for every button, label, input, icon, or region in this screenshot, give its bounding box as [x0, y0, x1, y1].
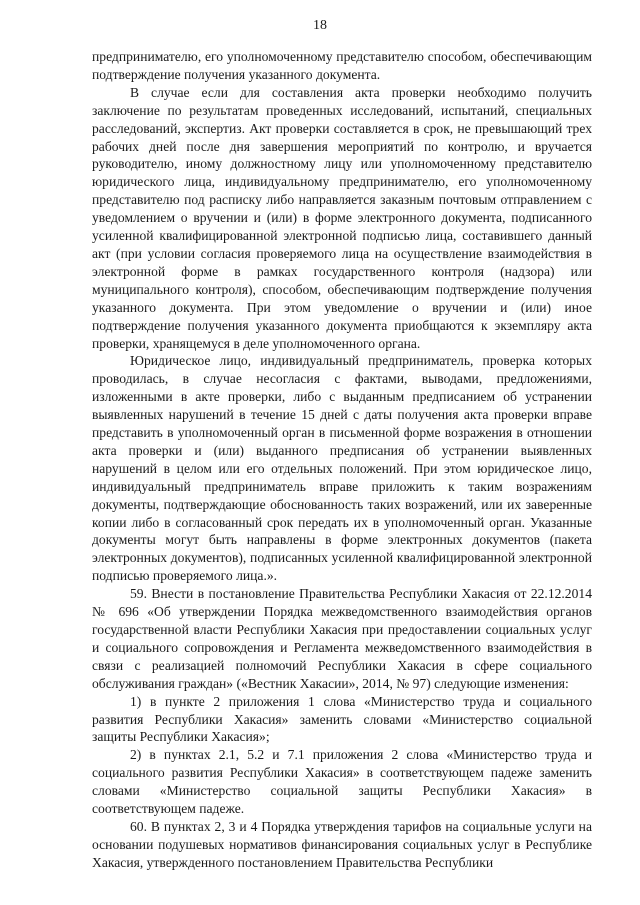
paragraph-inspection-act: В случае если для составления акта проверки необходимо получить заключение по результатам проведенных исследований, испытаний, специальных расследований, экспертиз. Акт проверки составляется в срок, не превышающий трех рабочих дней после дня завершения мероприятий по контролю, и вручается руководителю, иному должностному лицу или уполномоченному представителю юридического лица, индивидуальному предпринимателю, его уполномоченному представителю под расписку либо направляется заказным почтовым отправлением с уведомлением о вручении и (или) в форме электронного документа, подписанного усиленной квалифицированной электронной подписью лица, составившего данный акт (при условии согласия проверяемого лица на осуществление взаимодействия в электронной форме в рамках государственного контроля (надзора) или муниципального контроля), способом, обеспечивающим подтверждение получения указанного документа. При этом уведомление о вручении и (или) иное подтверждение получения указанного документа приобщаются к экземпляру акта проверки, хранящемуся в деле уполномоченного органа. [92, 84, 592, 351]
paragraph-subitem-2: 2) в пунктах 2.1, 5.2 и 7.1 приложения 2 слова «Министерство труда и социального развития Республики Хакасия» в соответствующем падеже заменить словами «Министерство социальной защиты Республики Хакасия» в соответствующем падеже. [92, 747, 592, 817]
paragraph-continuation: предпринимателю, его уполномоченному представителю способом, обеспечивающим подтверждение получения указанного документа. [92, 49, 592, 82]
page-number: 18 [313, 18, 327, 33]
paragraph-subitem-1: 1) в пункте 2 приложения 1 слова «Министерство труда и социального развития Республики Хакасия» заменить словами «Министерство социальной защиты Республики Хакасия»; [92, 693, 592, 745]
paragraph-item-60: 60. В пунктах 2, 3 и 4 Порядка утверждения тарифов на социальные услуги на основании подушевых нормативов финансирования социальных услуг в Республике Хакасия, утвержденного постановлением Правительства Республики [92, 818, 592, 870]
paragraph-objections: Юридическое лицо, индивидуальный предприниматель, проверка которых проводилась, в случае несогласия с фактами, выводами, предложениями, изложенными в акте проверки, либо с выданным предписанием об устранении выявленных нарушений в течение 15 дней с даты получения акта проверки вправе представить в уполномоченный орган в письменной форме возражения в отношении акта проверки и (или) выданного предписания об устранении выявленных нарушений в целом или его отдельных положений. При этом юридическое лицо, индивидуальный предприниматель вправе приложить к таким возражениям документы, подтверждающие обоснованность таких возражений, или их заверенные копии либо в согласованный срок передать их в уполномоченный орган. Указанные документы могут быть направлены в форме электронных документов (пакета электронных документов), подписанных усиленной квалифицированной электронной подписью проверяемого лица.». [92, 353, 592, 584]
document-body [92, 48, 592, 872]
paragraph-item-59: 59. Внести в постановление Правительства Республики Хакасия от 22.12.2014 № 696 «Об утверждении Порядка межведомственного взаимодействия органов государственной власти Республики Хакасия при предоставлении социальных услуг и социального сопровождения и Регламента межведомственного взаимодействия в связи с реализацией полномочий Республики Хакасия в сфере социального обслуживания граждан» («Вестник Хакасии», 2014, № 97) следующие изменения: [92, 586, 592, 691]
